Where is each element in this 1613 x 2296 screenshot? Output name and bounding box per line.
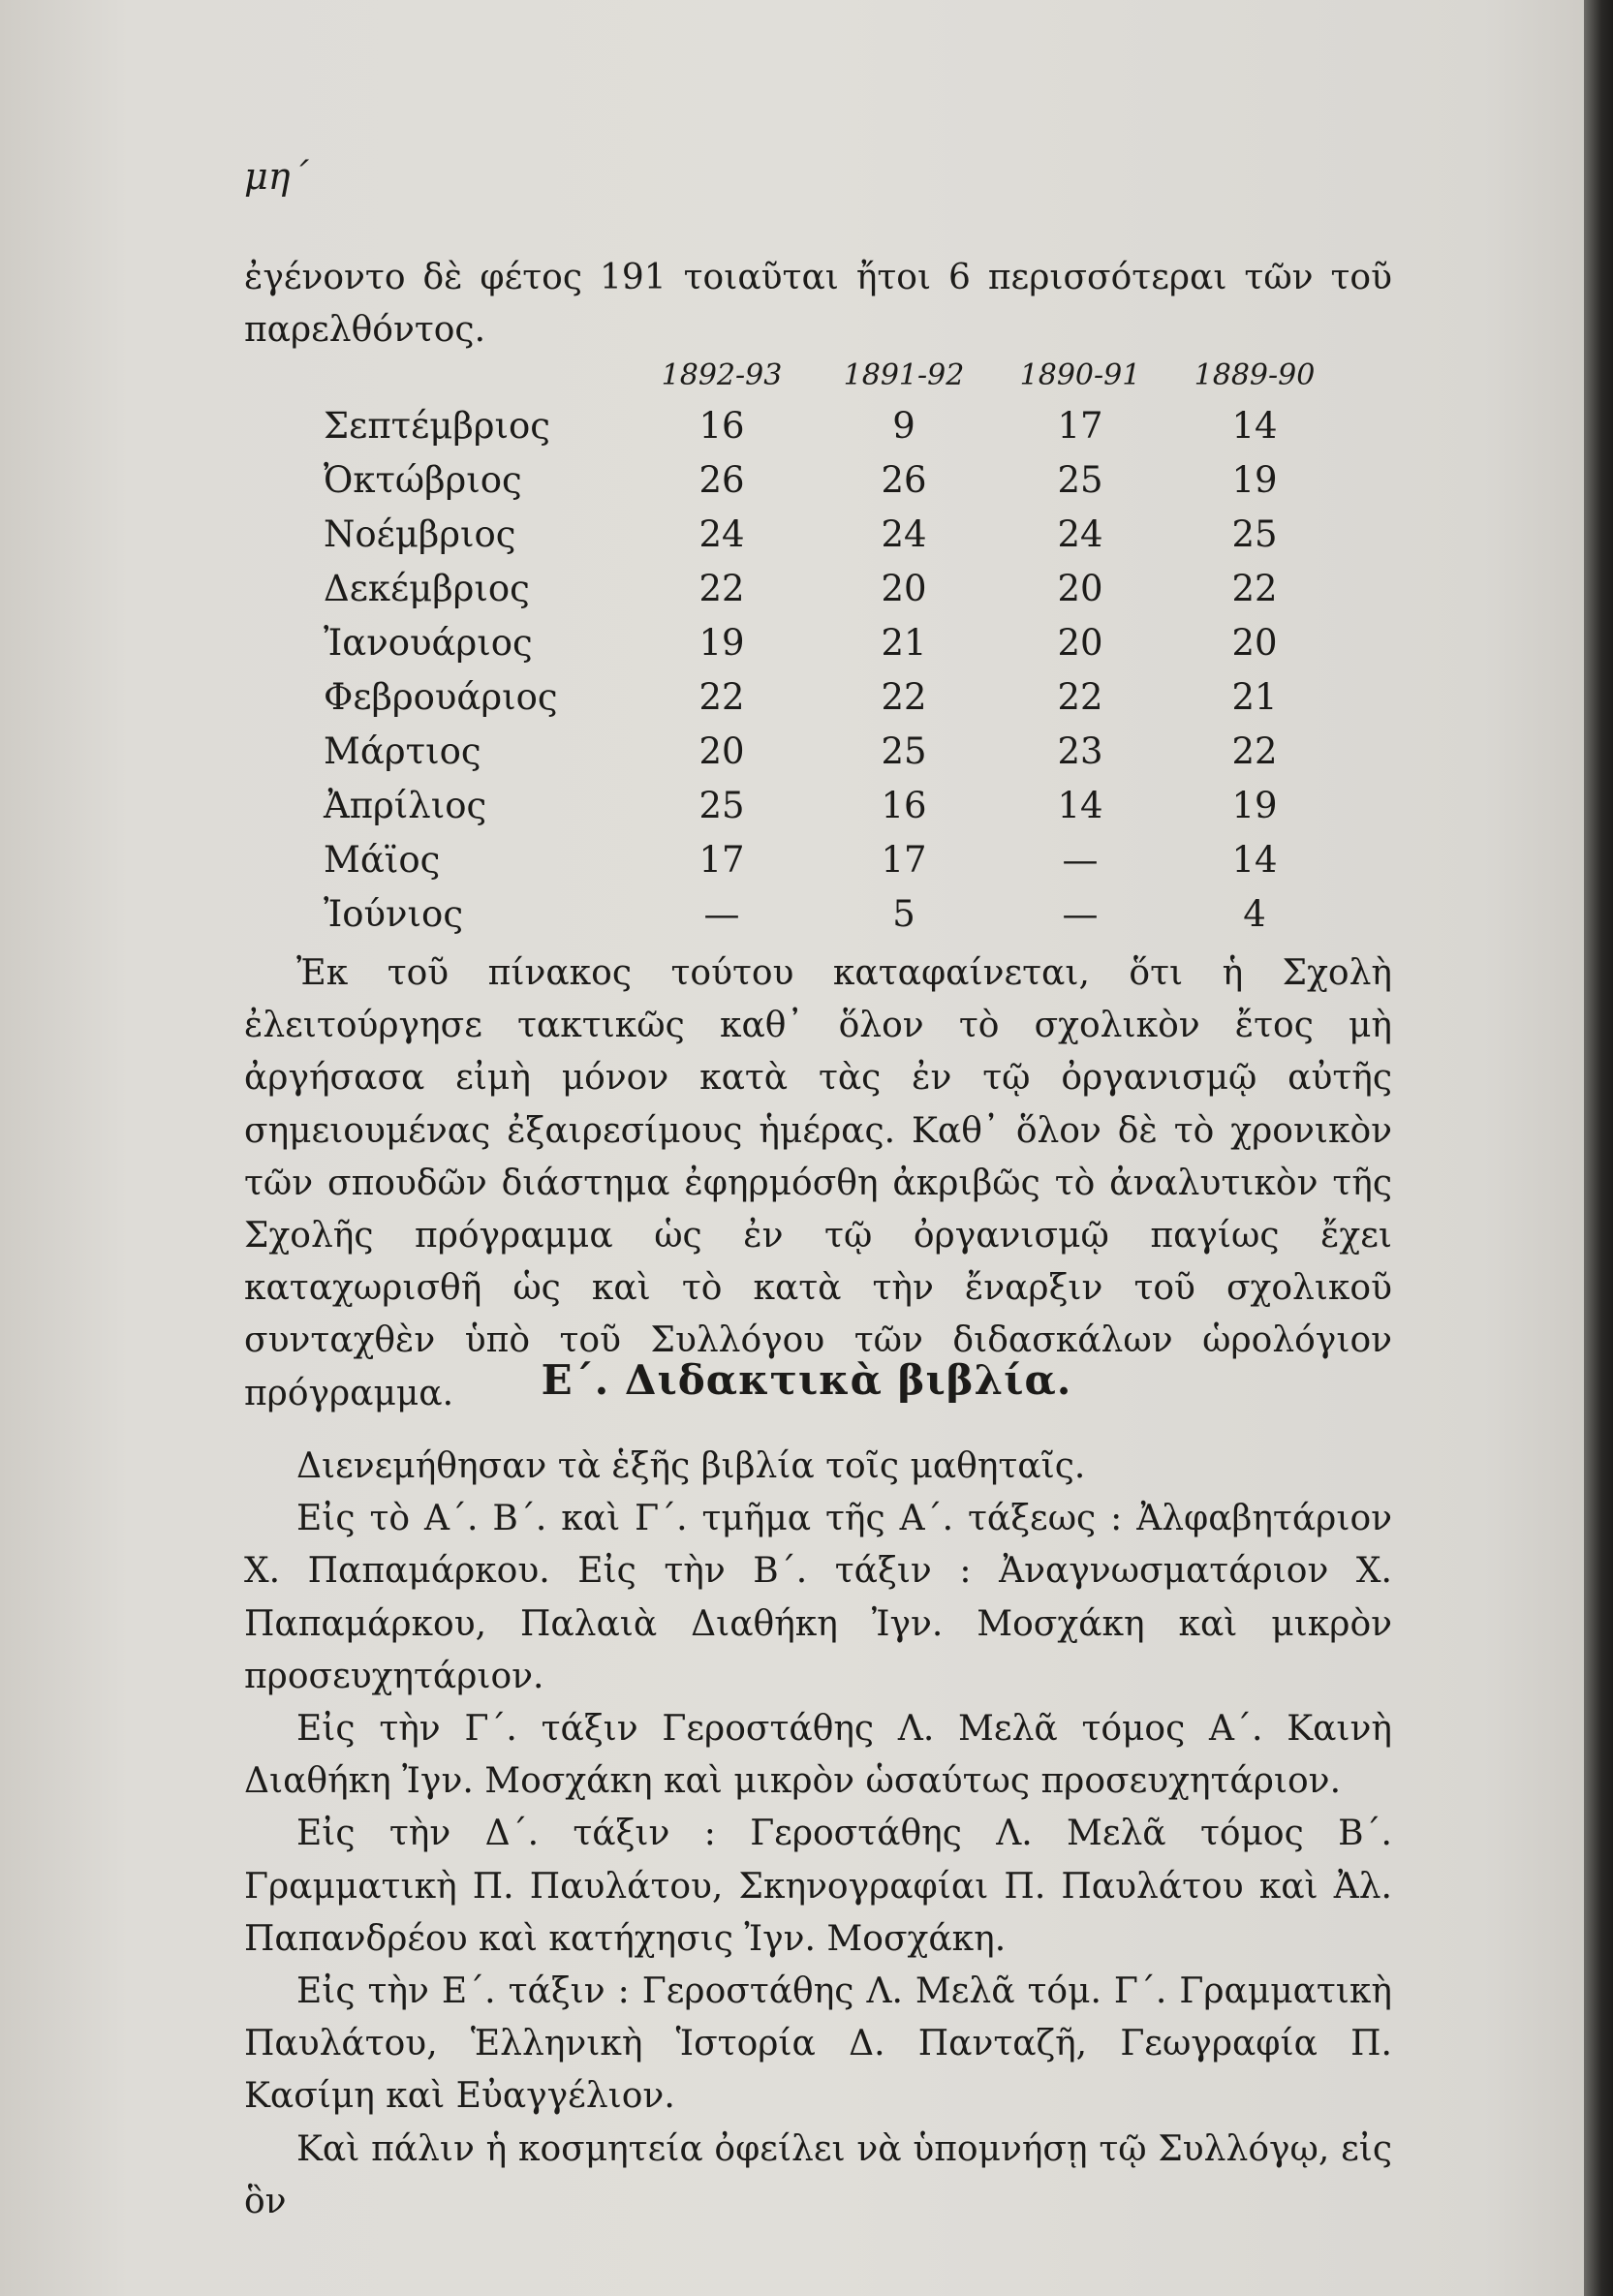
table-cell: 19 (1231, 785, 1278, 826)
table-cell: 4 (1243, 893, 1266, 935)
table-cell: — (1062, 839, 1099, 881)
table-cell: 14 (1231, 839, 1278, 881)
table-cell: 26 (698, 459, 745, 501)
month-label: Μάϊος (324, 839, 441, 881)
month-label: Μάρτιος (324, 730, 481, 772)
table-cell: 21 (1231, 676, 1278, 718)
month-label: Ὀκτώβριος (324, 459, 522, 501)
year-header: 1890-91 (1019, 358, 1141, 392)
year-header: 1889-90 (1194, 358, 1316, 392)
table-cell: 9 (892, 405, 915, 447)
month-label: Ἰανουάριος (324, 622, 533, 664)
table-cell: 22 (698, 676, 745, 718)
table-cell: 23 (1057, 730, 1103, 772)
month-label: Σεπτέμβριος (324, 405, 550, 447)
table-cell: 19 (698, 622, 745, 664)
table-cell: 16 (698, 405, 745, 447)
month-label: Νοέμβριος (324, 513, 516, 555)
table-cell: 22 (1231, 730, 1278, 772)
table-cell: 17 (881, 839, 927, 881)
table-body (320, 405, 1347, 947)
table-cell: 24 (698, 513, 745, 555)
table-cell: 24 (1057, 513, 1103, 555)
month-label: Ἀπρίλιος (324, 785, 487, 826)
intro-paragraph (244, 252, 1392, 357)
table-row (320, 622, 1347, 676)
table-cell: 25 (698, 785, 745, 826)
year-header: 1892-93 (661, 358, 783, 392)
books-paragraph: Εἰς τὴν Δ΄. τάξιν : Γεροστάθης Λ. Μελᾶ τόμος Β΄. Γραμματικὴ Π. Παυλάτου, Σκηνογραφίαι Π. Παυλάτου καὶ Ἀλ. Παπανδρέου καὶ κατήχησις Ἰγν. Μοσχάκη. (244, 1814, 1392, 1959)
table-cell: 21 (881, 622, 927, 664)
month-label: Φεβρουάριος (324, 676, 558, 718)
table-row (320, 459, 1347, 513)
intro-text: ἐγένοντο δὲ φέτος 191 τοιαῦται ἤτοι 6 περισσότεραι τῶν τοῦ παρελθόντος. (244, 258, 1392, 351)
table-header (320, 351, 1347, 405)
table-cell: 22 (1057, 676, 1103, 718)
table-cell: 17 (1057, 405, 1103, 447)
books-paragraph: Διενεμήθησαν τὰ ἑξῆς βιβλία τοῖς μαθηταῖς. (296, 1446, 1086, 1486)
table-cell: 25 (1057, 459, 1103, 501)
attendance-table (320, 351, 1347, 947)
table-cell: 19 (1231, 459, 1278, 501)
books-paragraph: Εἰς τὴν Ε΄. τάξιν : Γεροστάθης Λ. Μελᾶ τόμ. Γ΄. Γραμματικὴ Παυλάτου, Ἑλληνικὴ Ἱστορία Δ. Πανταζῆ, Γεωγραφία Π. Κασίμη καὶ Εὐαγγέλιον. (244, 1971, 1392, 2117)
table-cell: 24 (881, 513, 927, 555)
table-cell: — (1062, 893, 1099, 935)
table-cell: — (703, 893, 740, 935)
month-label: Ἰούνιος (324, 893, 464, 935)
table-cell: 14 (1231, 405, 1278, 447)
table-row (320, 405, 1347, 459)
table-row (320, 513, 1347, 568)
analysis-paragraph (244, 947, 1392, 1420)
table-cell: 22 (1231, 568, 1278, 609)
table-cell: 20 (1231, 622, 1278, 664)
table-cell: 14 (1057, 785, 1103, 826)
table-cell: 22 (881, 676, 927, 718)
table-cell: 25 (881, 730, 927, 772)
table-cell: 22 (698, 568, 745, 609)
books-paragraph: Εἰς τὸ Α΄. Β΄. καὶ Γ΄. τμῆμα τῆς Α΄. τάξεως : Ἀλφαβητάριον Χ. Παπαμάρκου. Εἰς τὴν Β΄. τάξιν : Ἀναγνωσματάριον Χ. Παπαμάρκου, Παλαιὰ Διαθήκη Ἰγν. Μοσχάκη καὶ μικρὸν προσευχητάριον. (244, 1499, 1392, 1696)
books-paragraph: Καὶ πάλιν ἡ κοσμητεία ὀφείλει νὰ ὑπομνήσῃ τῷ Συλλόγῳ, εἰς ὃν (244, 2128, 1392, 2221)
books-paragraph: Εἰς τὴν Γ΄. τάξιν Γεροστάθης Λ. Μελᾶ τόμος Α΄. Καινὴ Διαθήκη Ἰγν. Μοσχάκη καὶ μικρὸν ὡσαύτως προσευχητάριον. (244, 1709, 1392, 1802)
year-header: 1891-92 (843, 358, 965, 392)
table-cell: 25 (1231, 513, 1278, 555)
table-row (320, 568, 1347, 622)
section-heading: Ε΄. Διδακτικὰ βιβλία. (541, 1356, 1072, 1404)
table-cell: 20 (881, 568, 927, 609)
page-edge-shadow (1584, 0, 1613, 2296)
table-row (320, 893, 1347, 947)
table-cell: 20 (1057, 568, 1103, 609)
table-row (320, 730, 1347, 785)
page-number: μη΄ (244, 155, 309, 198)
table-row (320, 839, 1347, 893)
table-row (320, 785, 1347, 839)
analysis-text: Ἐκ τοῦ πίνακος τούτου καταφαίνεται, ὅτι ἡ Σχολὴ ἐλειτούργησε τακτικῶς καθ᾿ ὅλον τὸ σχολικὸν ἔτος μὴ ἀργήσασα εἰμὴ μόνον κατὰ τὰς ἐν τῷ ὀργανισμῷ αὐτῆς σημειουμένας ἐξαιρεσίμους ἡμέρας. Καθ᾿ ὅλον δὲ τὸ χρονικὸν τῶν σπουδῶν διάστημα ἐφηρμόσθη ἀκριβῶς τὸ ἀναλυτικὸν τῆς Σχολῆς πρόγραμμα ὡς ἐν τῷ ὀργανισμῷ παγίως ἔχει καταχωρισθῆ ὡς καὶ τὸ κατὰ τὴν ἔναρξιν τοῦ σχολικοῦ συνταχθὲν ὑπὸ τοῦ Συλλόγου τῶν διδασκάλων ὡρολόγιον πρόγραμμα. (244, 953, 1392, 1413)
books-section (244, 1441, 1392, 2228)
table-cell: 16 (881, 785, 927, 826)
month-label: Δεκέμβριος (324, 568, 530, 609)
table-row (320, 676, 1347, 730)
table-cell: 5 (892, 893, 915, 935)
table-cell: 20 (1057, 622, 1103, 664)
table-cell: 26 (881, 459, 927, 501)
table-cell: 17 (698, 839, 745, 881)
table-cell: 20 (698, 730, 745, 772)
